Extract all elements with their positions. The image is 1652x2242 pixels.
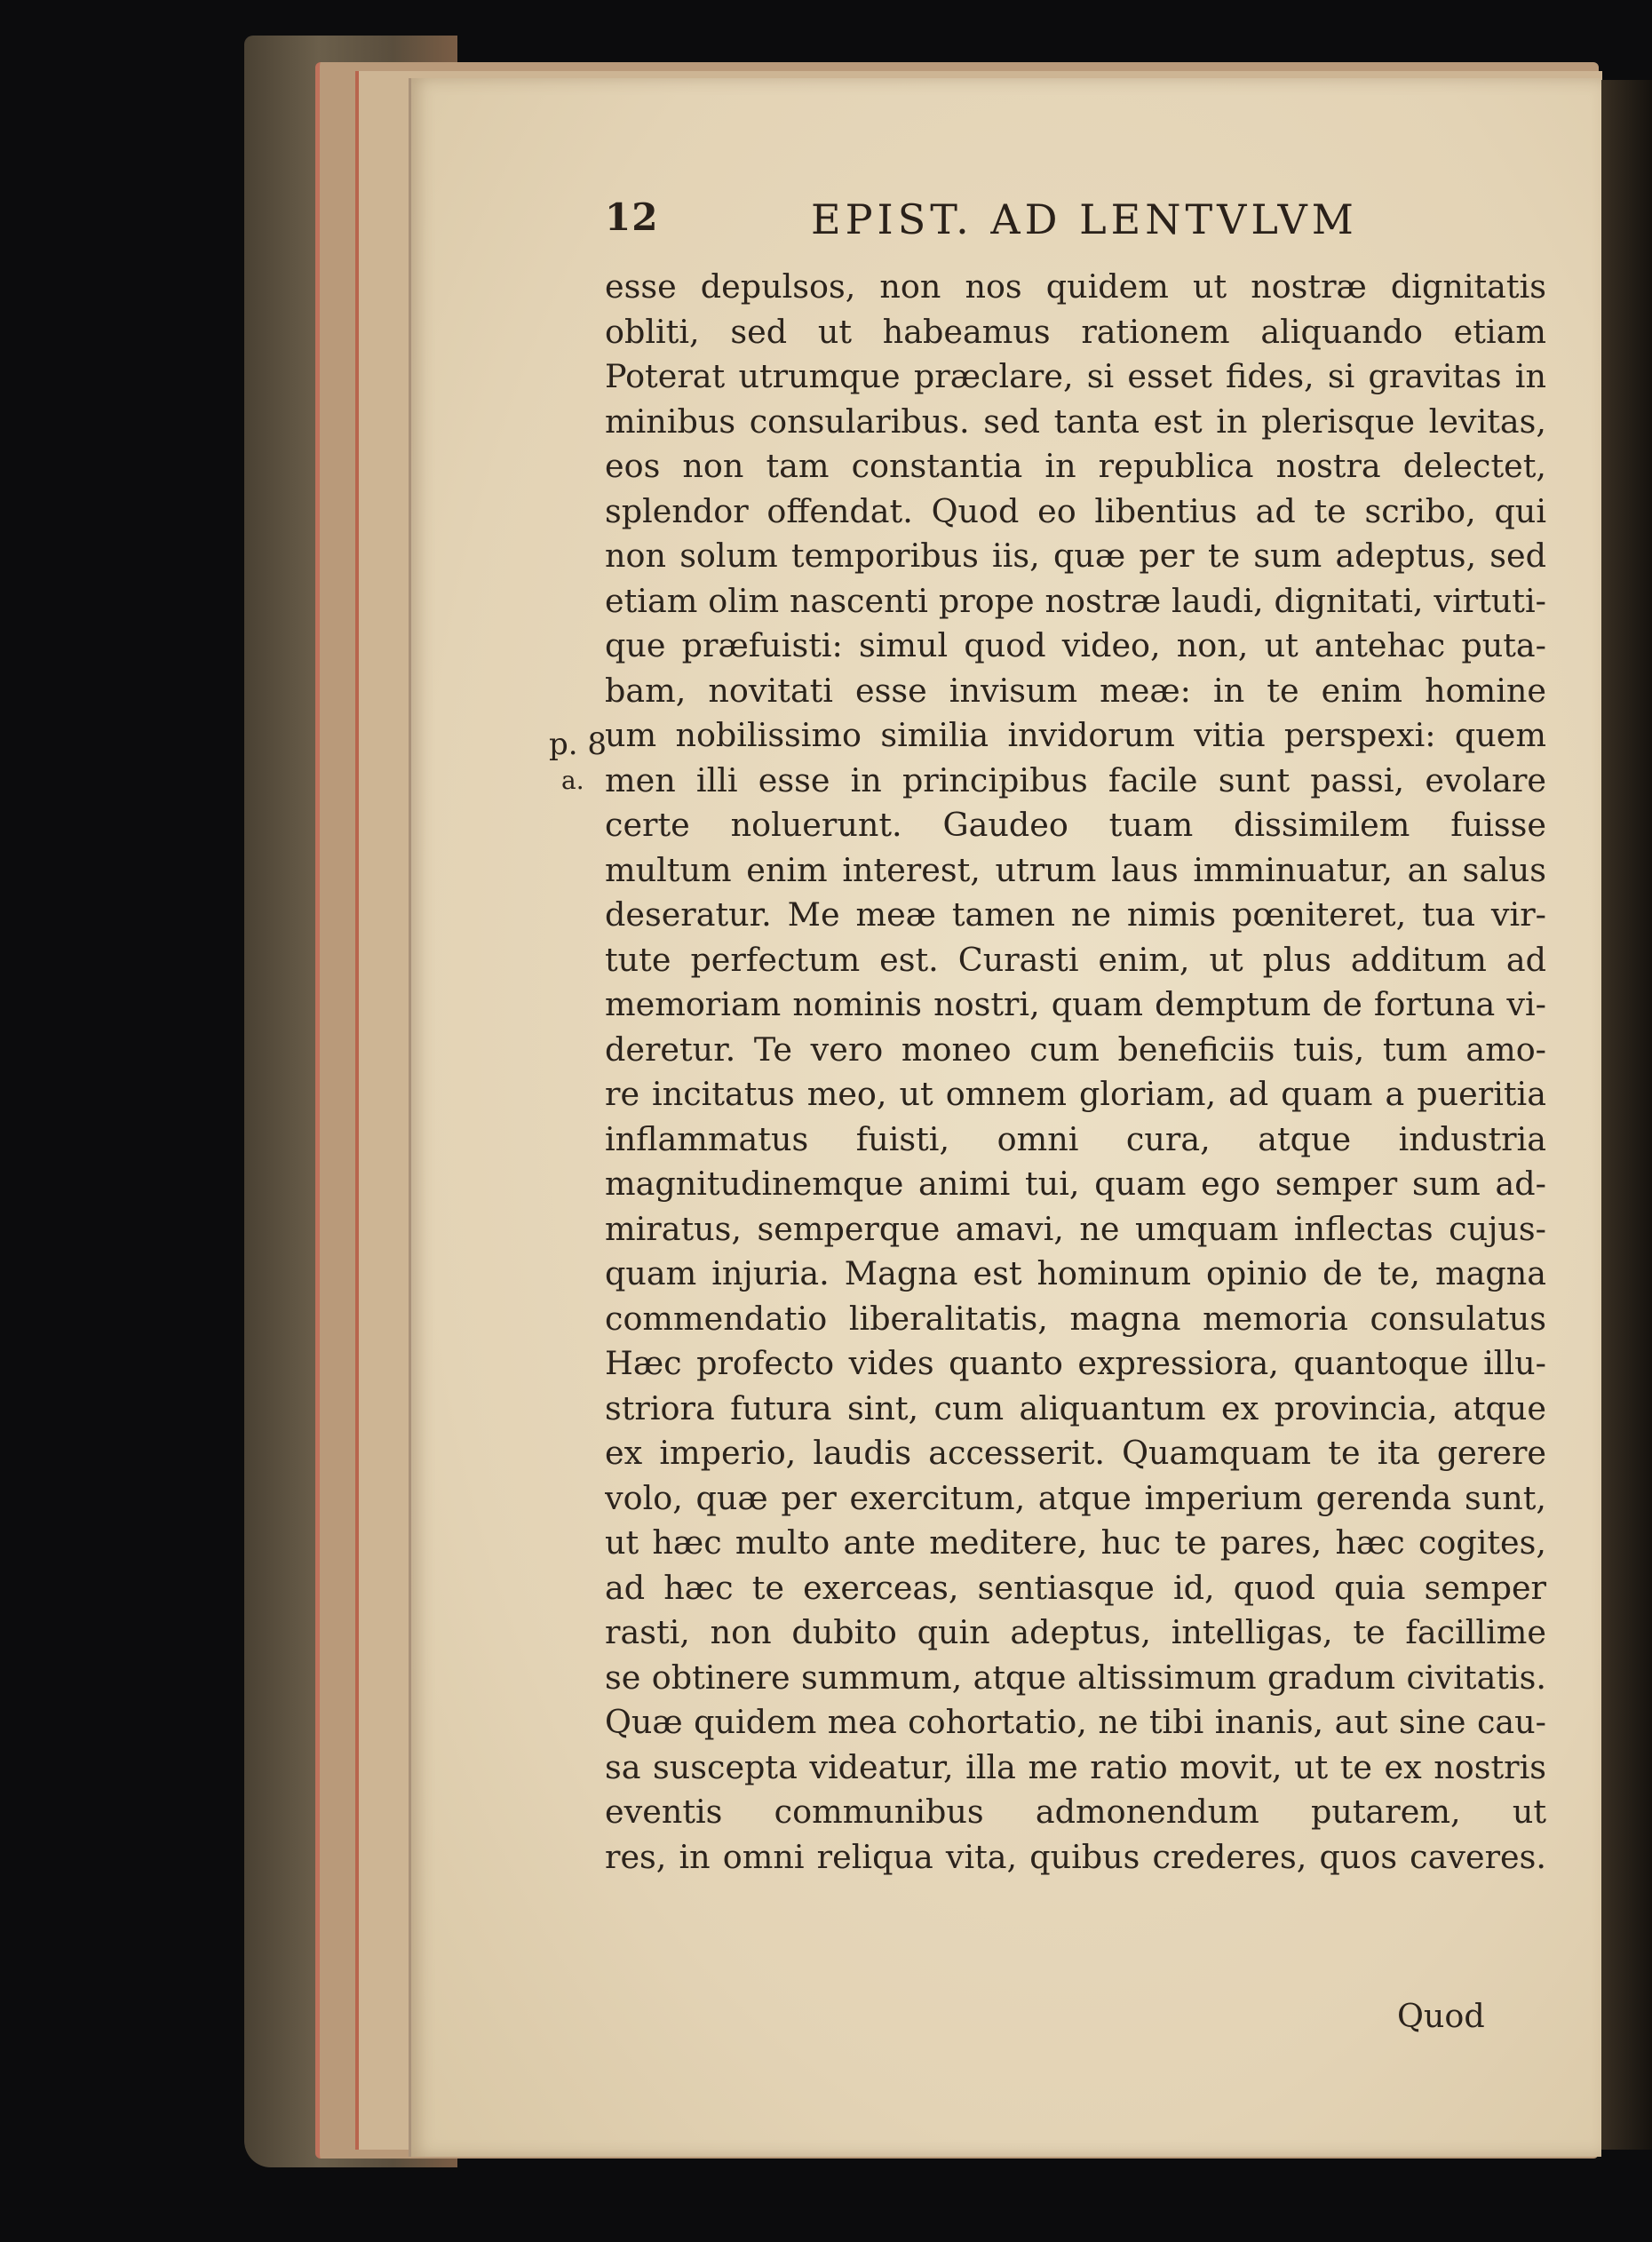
- text-line: Hæc profecto vides quanto expressiora, quantoque illu-: [605, 1344, 1546, 1382]
- text-line: inflammatus fuisti, omni cura, atque industria: [605, 1119, 1546, 1158]
- text-line: esse depulsos, non nos quidem ut nostræ dignitatis: [605, 267, 1546, 306]
- text-line: ad hæc te exerceas, sentiasque id, quod quia semper: [605, 1568, 1546, 1607]
- text-line: memoriam nominis nostri, quam demptum de fortuna vi-: [605, 985, 1546, 1023]
- text-line: ex imperio, laudis accesserit. Quamquam te ita gerere: [605, 1434, 1546, 1472]
- text-line: certe noluerunt. Gaudeo tuam dissimilem fuisse: [605, 806, 1546, 844]
- text-line: non solum temporibus iis, quæ per te sum adeptus, sed: [605, 537, 1546, 575]
- margin-note-page-ref: p. 8: [549, 727, 608, 762]
- text-line: res, in omni reliqua vita, quibus crederes, quos caveres.: [605, 1837, 1546, 1876]
- text-line: eos non tam constantia in republica nostra delectet,: [605, 447, 1546, 485]
- text-line: men illi esse in principibus facile sunt passi, evolare: [605, 760, 1546, 799]
- text-line: multum enim interest, utrum laus imminuatur, an salus: [605, 850, 1546, 889]
- text-line: um nobilissimo similia invidorum vitia perspexi: quem: [605, 716, 1546, 754]
- text-line: minibus consularibus. sed tanta est in plerisque levitas,: [605, 401, 1546, 441]
- body-text: [605, 265, 1546, 1880]
- text-line: se obtinere summum, atque altissimum gradum civitatis.: [605, 1658, 1546, 1697]
- running-head: EPIST. AD LENTVLVM: [811, 195, 1358, 243]
- text-line: que præfuisti: simul quod video, non, ut antehac puta-: [605, 626, 1546, 664]
- text-line: re incitatus meo, ut omnem gloriam, ad quam a pueritia: [605, 1075, 1546, 1113]
- text-line: ut hæc multo ante meditere, huc te pares, hæc cogites,: [605, 1523, 1546, 1562]
- text-line: quam injuria. Magna est hominum opinio de te, magna: [605, 1254, 1546, 1292]
- text-line: commendatio liberalitatis, magna memoria consulatus: [605, 1299, 1546, 1338]
- text-line: Poterat utrumque præclare, si esset fides, si gravitas in: [605, 357, 1546, 395]
- text-line: sa suscepta videatur, illa me ratio movit, ut te ex nostris: [605, 1747, 1546, 1786]
- text-line: bam, novitati esse invisum meæ: in te enim homine: [605, 671, 1546, 710]
- text-line: volo, quæ per exercitum, atque imperium gerenda sunt,: [605, 1478, 1546, 1517]
- text-line: miratus, semperque amavi, ne umquam inflectas cujus-: [605, 1209, 1546, 1248]
- margin-note-col-ref: a.: [561, 766, 584, 795]
- text-line: striora futura sint, cum aliquantum ex provincia, atque: [605, 1388, 1546, 1427]
- facing-page-edge: [1599, 80, 1652, 2150]
- text-line: deseratur. Me meæ tamen ne nimis pœniteret, tua vir-: [605, 895, 1546, 934]
- text-line: rasti, non dubito quin adeptus, intelligas, te facillime: [605, 1613, 1546, 1651]
- text-line: etiam olim nascenti prope nostræ laudi, dignitati, virtuti-: [605, 581, 1546, 620]
- book-page: [409, 78, 1601, 2157]
- text-line: eventis communibus admonendum putarem, ut: [605, 1793, 1546, 1831]
- text-line: magnitudinemque animi tui, quam ego semper sum ad-: [605, 1165, 1546, 1203]
- text-line: splendor offendat. Quod eo libentius ad te scribo, qui: [605, 491, 1546, 530]
- catchword: Quod: [1397, 1997, 1485, 2035]
- page-number: 12: [605, 195, 659, 239]
- text-line: tute perfectum est. Curasti enim, ut plus additum ad: [605, 940, 1546, 979]
- text-line: obliti, sed ut habeamus rationem aliquando etiam: [605, 312, 1546, 351]
- text-line: deretur. Te vero moneo cum beneficiis tuis, tum amo-: [605, 1030, 1546, 1069]
- page-header: [411, 195, 1601, 258]
- text-line: Quæ quidem mea cohortatio, ne tibi inanis, aut sine cau-: [605, 1703, 1546, 1741]
